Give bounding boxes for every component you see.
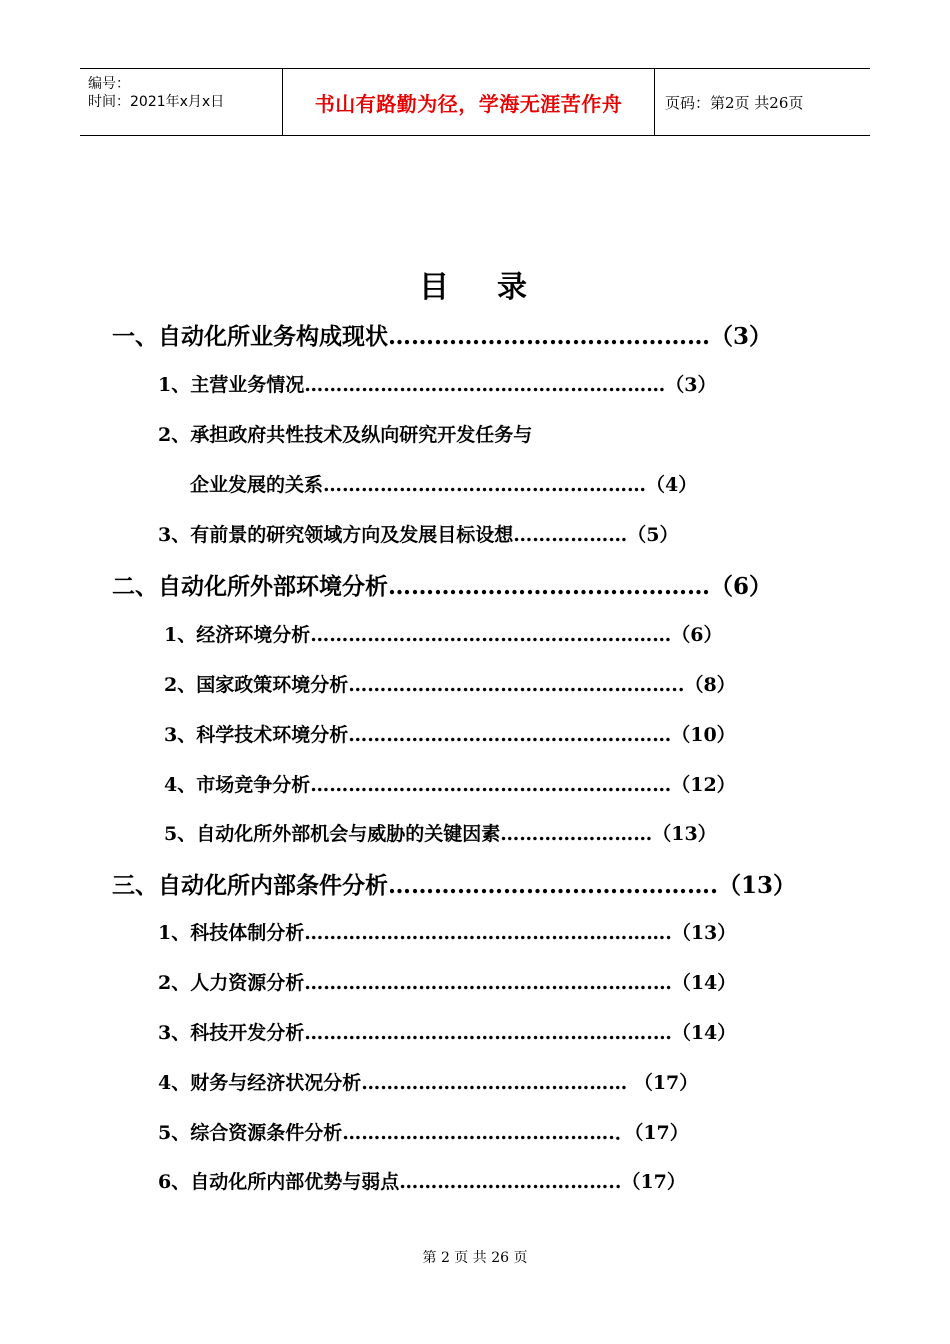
toc-entry-2-1[interactable]: 1、经济环境分析…………………………………………………（6） <box>164 624 723 646</box>
header-page-cell <box>655 69 870 135</box>
toc-entry-1-2-cont[interactable]: 企业发展的关系……………………………………………（4） <box>190 474 698 496</box>
toc-title-left: 目 <box>419 270 453 305</box>
header-meta-cell <box>80 69 283 135</box>
header-time-label: 时间：2021年x月x日 <box>88 94 225 110</box>
toc-entry-1-3[interactable]: 3、有前景的研究领域方向及发展目标设想………………（5） <box>158 524 679 546</box>
toc-entry-3-3[interactable]: 3、科技开发分析……………………………………………….…（14） <box>158 1022 737 1044</box>
toc-entry-2-4[interactable]: 4、市场竞争分析…………………………………………………（12） <box>164 774 736 796</box>
page-footer: 第 2 页 共 26 页 <box>422 1250 528 1266</box>
toc-entry-3-5[interactable]: 5、综合资源条件分析…………………………………….．（17） <box>158 1122 689 1144</box>
header-motto-cell <box>283 69 655 135</box>
toc-entry-1-2[interactable]: 2、承担政府共性技术及纵向研究开发任务与 <box>158 424 533 446</box>
page-header <box>80 68 870 136</box>
toc-entry-3-6[interactable]: 6、自动化所内部优势与弱点……………………………..（17） <box>158 1171 686 1193</box>
toc-entry-2-3[interactable]: 3、科学技术环境分析……………………………………………（10） <box>164 724 736 746</box>
toc-entry-3-1[interactable]: 1、科技体制分析………………………………………………….（13） <box>158 922 737 944</box>
toc-entry-3-4[interactable]: 4、财务与经济状况分析…………………………………… （17） <box>158 1072 699 1094</box>
header-page-info: 页码：第2页 共26页 <box>665 93 804 112</box>
header-motto: 书山有路勤为径，学海无涯苦作舟 <box>314 91 623 116</box>
toc-title-right: 录 <box>497 270 531 305</box>
toc-entry-1-1[interactable]: 1、主营业务情况…………………………………………………（3） <box>158 374 717 396</box>
toc-entry-section-3[interactable]: 三、自动化所内部条件分析…………………………………….（13） <box>112 872 797 899</box>
header-number-label: 编号： <box>88 76 130 92</box>
toc-entry-3-2[interactable]: 2、人力资源分析……………………………………………….…（14） <box>158 972 737 994</box>
toc-entry-2-5[interactable]: 5、自动化所外部机会与威胁的关键因素……………………（13） <box>164 823 717 845</box>
toc-entry-2-2[interactable]: 2、国家政策环境分析……………………………………………..（8） <box>164 674 736 696</box>
toc-title <box>0 262 950 306</box>
toc-entry-section-1[interactable]: 一、自动化所业务构成现状……………………………………（3） <box>112 323 773 350</box>
toc-entry-section-2[interactable]: 二、自动化所外部环境分析……………………………………（6） <box>112 573 773 600</box>
